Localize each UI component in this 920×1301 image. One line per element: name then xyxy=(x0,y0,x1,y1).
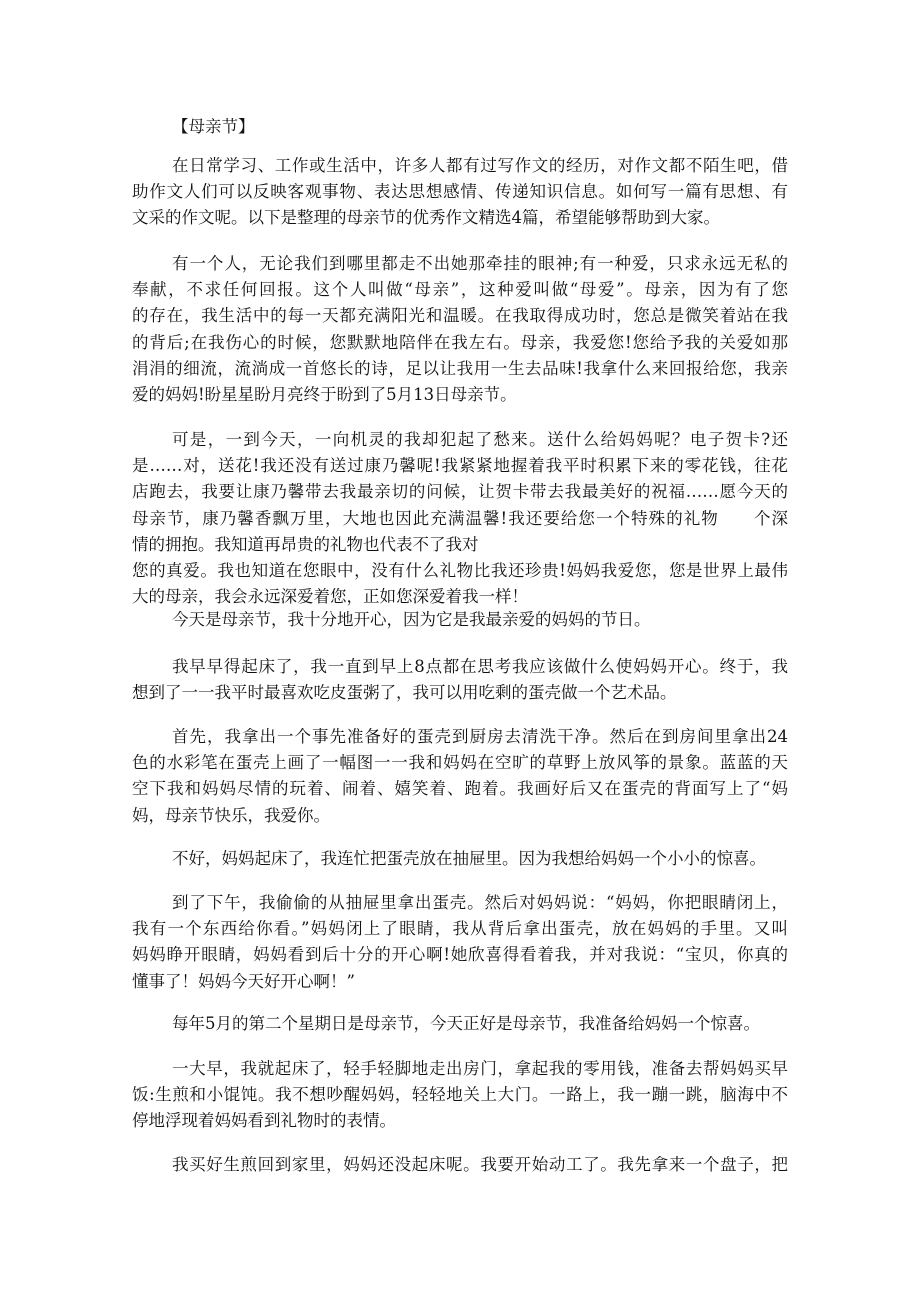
text-line: 到了下午，我偷偷的从抽屉里拿出蛋壳。然后对妈妈说：“妈妈，你把眼睛闭上， xyxy=(172,893,788,912)
text-line: 店跑去，我要让康乃馨带去我最亲切的问候，让贺卡带去我最美好的祝福……愿今天的 xyxy=(132,482,788,502)
text-line: 我早早得起床了，我一直到早上8点都在思考我应该做什么使妈妈开心。终于，我 xyxy=(172,657,788,676)
paragraph-1 xyxy=(132,251,788,408)
text-line: 有一个人，无论我们到哪里都走不出她那牵挂的眼神;有一种爱，只求永远无私的 xyxy=(172,254,788,273)
text-line: 奉献，不求任何回报。这个人叫做“母亲”，这种爱叫做“母爱”。母亲，因为有了您 xyxy=(132,280,788,300)
text-line: 色的水彩笔在蛋壳上画了一幅图一一我和妈妈在空旷的草野上放风筝的景象。蓝蓝的天 xyxy=(132,753,788,773)
paragraph-7 xyxy=(132,890,788,995)
text-line: 我买好生煎回到家里，妈妈还没起床呢。我要开始动工了。我先拿来一个盘子，把 xyxy=(172,1155,788,1174)
text-line: 妈，母亲节快乐，我爱你。 xyxy=(132,805,330,825)
text-line: 涓涓的细流，流淌成一首悠长的诗，足以让我用一生去品味!我拿什么来回报给您，我亲 xyxy=(132,358,788,378)
text-line: 每年5月的第二个星期日是母亲节，今天正好是母亲节，我准备给妈妈一个惊喜。 xyxy=(172,1014,760,1033)
text-line: 助作文人们可以反映客观事物、表达思想感情、传递知识信息。如何写一篇有思想、有 xyxy=(132,182,788,202)
text-line: 一大早，我就起床了，轻手轻脚地走出房门，拿起我的零用钱，准备去帮妈妈买早 xyxy=(172,1059,788,1078)
text-line: 是……对，送花!我还没有送过康乃馨呢!我紧紧地握着我平时积累下来的零花钱，往花 xyxy=(132,456,788,476)
text-line: 饭:生煎和小馄饨。我不想吵醒妈妈，轻轻地关上大门。一路上，我一蹦一跳，脑海中不 xyxy=(132,1085,788,1105)
paragraph-4 xyxy=(132,654,788,706)
paragraph-5 xyxy=(132,724,788,829)
paragraph-2 xyxy=(132,427,788,610)
text-line: 懂事了！妈妈今天好开心啊！” xyxy=(132,971,355,991)
paragraph-intro xyxy=(132,153,788,232)
text-line: 您的真爱。我也知道在您眼中，没有什么礼物比我还珍贵!妈妈我爱您，您是世界上最伟 xyxy=(132,560,788,580)
paragraph-8 xyxy=(132,1011,788,1037)
text-line: 文采的作文呢。以下是整理的母亲节的优秀作文精选4篇，希望能够帮助到大家。 xyxy=(132,208,720,228)
text-line: 大的母亲，我会永远深爱着您，正如您深爱着我一样！ xyxy=(132,587,528,607)
text-line: 妈妈睁开眼睛，妈妈看到后十分的开心啊!她欣喜得看着我，并对我说：“宝贝，你真的 xyxy=(132,945,788,965)
text-line: 情的拥抱。我知道再昂贵的礼物也代表不了我对 xyxy=(132,534,479,554)
paragraph-3 xyxy=(132,607,788,633)
text-line: 爱的妈妈!盼星星盼月亮终于盼到了5月13日母亲节。 xyxy=(132,384,517,404)
text-line: 停地浮现着妈妈看到礼物时的表情。 xyxy=(132,1111,396,1131)
text-line: 想到了一一我平时最喜欢吃皮蛋粥了，我可以用吃剩的蛋壳做一个艺术品。 xyxy=(132,683,677,703)
text-line: 母亲节，康乃馨香飘万里，大地也因此充满温馨!我还要给您一个特殊的礼物 个深 xyxy=(132,508,788,528)
text-line: 空下我和妈妈尽情的玩着、闹着、嬉笑着、跑着。我画好后又在蛋壳的背面写上了“妈 xyxy=(132,779,788,799)
text-line: 不好，妈妈起床了，我连忙把蛋壳放在抽屉里。因为我想给妈妈一个小小的惊喜。 xyxy=(172,849,766,868)
document-title: 【母亲节】 xyxy=(172,117,255,136)
text-line: 今天是母亲节，我十分地开心，因为它是我最亲爱的妈妈的节日。 xyxy=(172,610,651,629)
text-line: 首先，我拿出一个事先准备好的蛋壳到厨房去清洗干净。然后在到房间里拿出24 xyxy=(172,727,788,746)
paragraph-10 xyxy=(132,1152,788,1178)
paragraph-9 xyxy=(132,1056,788,1135)
paragraph-6 xyxy=(132,846,788,872)
text-line: 可是，一到今天，一向机灵的我却犯起了愁来。送什么给妈妈呢？电子贺卡?还 xyxy=(172,430,788,449)
text-line: 的存在，我生活中的每一天都充满阳光和温暖。在我取得成功时，您总是微笑着站在我 xyxy=(132,306,788,326)
text-line: 我有一个东西给你看。”妈妈闭上了眼睛，我从背后拿出蛋壳，放在妈妈的手里。又叫 xyxy=(132,919,788,939)
text-line: 在日常学习、工作或生活中，许多人都有过写作文的经历，对作文都不陌生吧，借 xyxy=(172,156,788,175)
text-line: 的背后;在我伤心的时候，您默默地陪伴在我左右。母亲，我爱您!您给予我的关爱如那 xyxy=(132,332,788,352)
